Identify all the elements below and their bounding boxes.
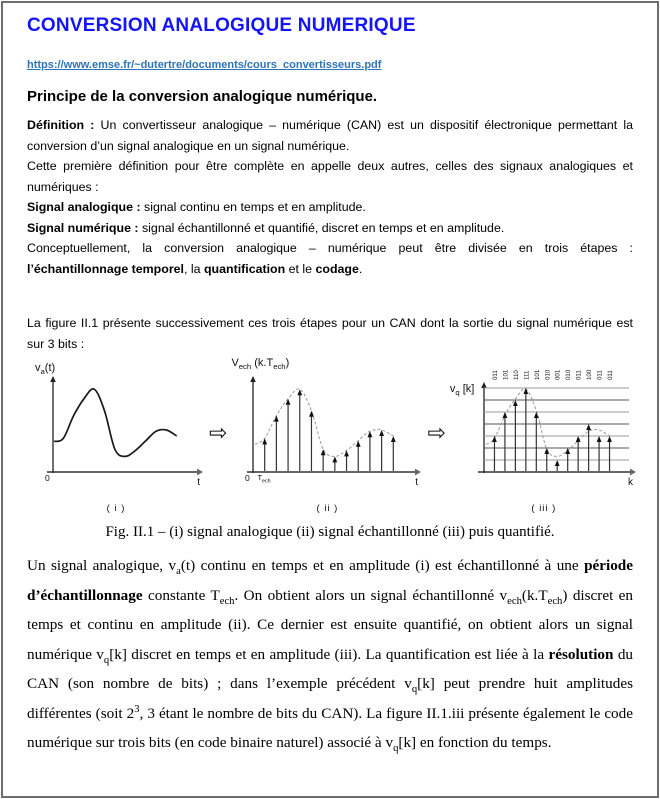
paragraph-trois-etapes: Conceptuellement, la conversion analogique – numérique peut être divisée en trois étapes : l’échantillonnage temporel, la quantification et le codage. (27, 241, 633, 276)
svg-text:001: 001 (554, 369, 562, 380)
definition-block (27, 115, 633, 279)
panel-caption-iii: ( iii ) (531, 503, 557, 514)
svg-text:0: 0 (245, 473, 251, 483)
source-link[interactable]: https://www.emse.fr/~dutertre/documents/cours_convertisseurs.pdf (27, 59, 382, 71)
figure-panel-analog (27, 360, 205, 514)
tech-tick-label: $T_{ech}$ (257, 473, 271, 485)
figure-panel-sampled (231, 357, 423, 514)
paragraph-definition: Définition : Un convertisseur analogique – numérique (CAN) est un dispositif électronique permettant la conversion d’un signal analogique en un signal numérique. (27, 118, 634, 153)
svg-text:011: 011 (606, 370, 614, 380)
svg-text:k: k (627, 477, 633, 488)
svg-text:011: 011 (575, 370, 583, 380)
svg-text:0: 0 (45, 473, 50, 483)
svg-text:011: 011 (596, 370, 604, 380)
svg-text:011: 011 (491, 370, 499, 380)
page-container (1, 1, 659, 798)
closing-paragraph: Un signal analogique, $v_a(t)$ continu en temps et en amplitude (i) est échantillonné à une période d’échantillonnage constante $T_{ech}$. On obtient alors un signal échantillonné $v_{ech}(k.T_{ech})$ discret en temps et continu en amplitude (ii). Ce dernier est ensuite quantifié, on obtient alors un signal numérique $v_q[k]$ discret en temps et en amplitude (iii). La quantification est liée à la résolution du CAN (son nombre de bits) ; dans l’exemple précédent $v_q[k]$ peut prendre huit amplitudes différentes (soit $2^3$, 3 étant le nombre de bits du CAN). La figure II.1.iii présente également le code numérique sur trois bits (en code binaire naturel) associé à $v_q[k]$ en fonction du temps. (27, 557, 634, 755)
svg-text:t: t (415, 477, 419, 488)
flow-arrow-icon: ⇨ (209, 420, 228, 445)
svg-text:010: 010 (565, 369, 573, 380)
svg-text:010: 010 (544, 369, 552, 380)
figure-panel-quantized (450, 360, 638, 514)
svg-text:101: 101 (502, 369, 510, 380)
analog-signal-plot (27, 360, 205, 498)
svg-text:100: 100 (585, 369, 593, 380)
figure-intro: La figure II.1 présente successivement ces trois étapes pour un CAN dont la sortie du signal numérique est sur 3 bits : (27, 316, 633, 351)
figure-caption: Fig. II.1 – (i) signal analogique (ii) signal échantillonné (iii) puis quantifié. (105, 524, 555, 540)
panel-caption-ii: ( ii ) (316, 503, 339, 514)
section-heading: Principe de la conversion analogique numérique. (27, 88, 378, 105)
paragraph-numerique: Signal numérique : signal échantillonné et quantifié, discret en temps et en amplitude. (27, 220, 505, 235)
svg-text:101: 101 (533, 369, 541, 380)
svg-text:t: t (197, 477, 200, 488)
flow-arrow-icon: ⇨ (427, 420, 446, 445)
panel-caption-i: ( i ) (106, 503, 126, 514)
y-axis-label-vech: $V_{ech}$ $(k.T_{ech})$ (231, 357, 290, 372)
page-title: CONVERSION ANALOGIQUE NUMERIQUE (27, 15, 416, 36)
svg-text:110: 110 (512, 370, 520, 380)
paragraph-premiere: Cette première définition pour être complète en appelle deux autres, celles des signaux analogiques et numériques : (27, 159, 633, 194)
quantized-signal-plot (450, 360, 638, 498)
y-axis-label-vq: $v_q$ [k] (449, 383, 475, 398)
figure-row (27, 357, 633, 514)
paragraph-analogique: Signal analogique : signal continu en temps et en amplitude. (27, 200, 366, 214)
y-axis-label-va: $v_a(t)$ (35, 362, 56, 377)
svg-text:111: 111 (523, 370, 531, 380)
